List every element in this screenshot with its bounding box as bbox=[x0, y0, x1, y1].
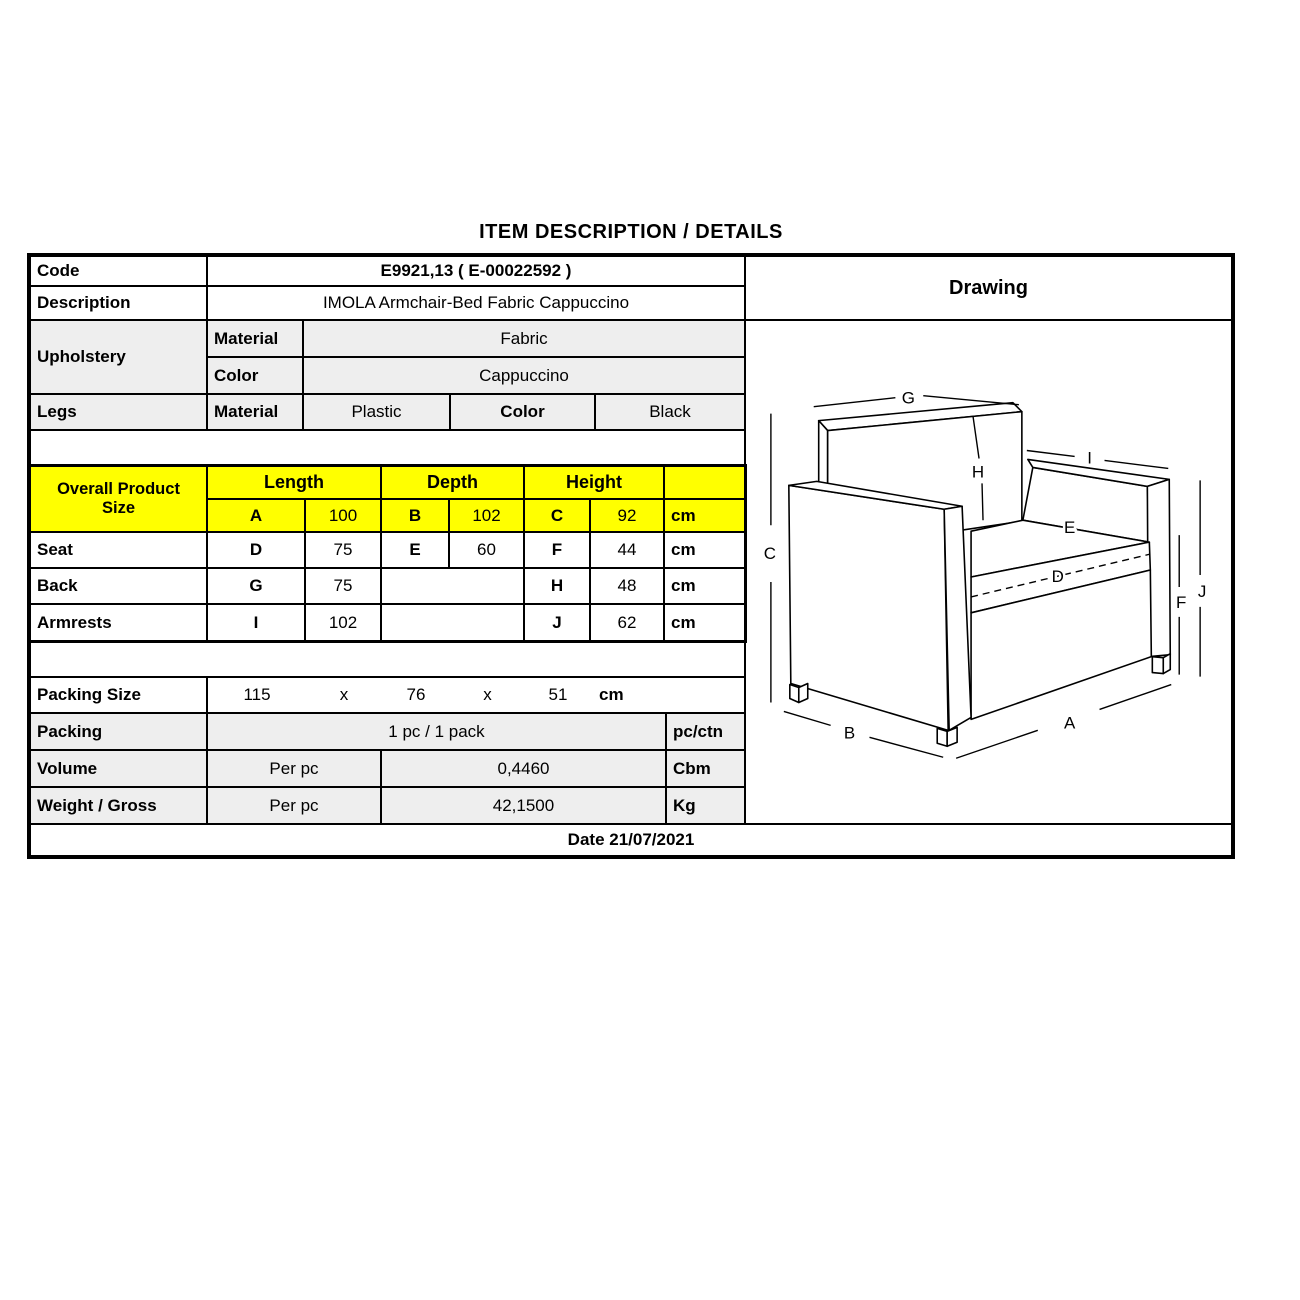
overall-height-key: C bbox=[524, 499, 590, 532]
dimension-label-c: C bbox=[763, 544, 777, 564]
overall-unit: cm bbox=[664, 499, 745, 532]
dimension-label-b: B bbox=[843, 723, 856, 743]
dimension-label-e: E bbox=[1064, 518, 1076, 538]
rear-left-leg-side bbox=[799, 684, 808, 703]
back-height-key: H bbox=[524, 568, 590, 604]
armrests-depth-empty bbox=[381, 604, 524, 641]
packing-size-sep1: x bbox=[339, 685, 349, 704]
legs-label: Legs bbox=[30, 394, 207, 430]
packing-size-value bbox=[207, 677, 745, 713]
seat-label: Seat bbox=[30, 532, 207, 568]
back-height-value: 48 bbox=[590, 568, 664, 604]
overall-length-value: 100 bbox=[305, 499, 381, 532]
dimension-label-d: D bbox=[1051, 566, 1064, 586]
length-header: Length bbox=[207, 466, 381, 499]
packing-size-dim3: 51 bbox=[548, 685, 568, 704]
volume-per-pc-label: Per pc bbox=[207, 750, 381, 787]
front-left-leg bbox=[937, 728, 947, 746]
armrests-unit: cm bbox=[664, 604, 745, 641]
upholstery-color-label: Color bbox=[207, 357, 303, 394]
upholstery-material-value: Fabric bbox=[303, 320, 745, 357]
seat-length-value: 75 bbox=[305, 532, 381, 568]
drawing-panel-title: Drawing bbox=[745, 256, 1232, 320]
seat-height-value: 44 bbox=[590, 532, 664, 568]
overall-depth-value: 102 bbox=[449, 499, 524, 532]
packing-size-dim1: 115 bbox=[243, 685, 271, 704]
overall-product-size-line1: Overall Product bbox=[57, 480, 180, 499]
legs-material-label: Material bbox=[207, 394, 303, 430]
code-label: Code bbox=[30, 256, 207, 286]
seat-unit: cm bbox=[664, 532, 745, 568]
armrests-length-key: I bbox=[207, 604, 305, 641]
packing-size-label: Packing Size bbox=[30, 677, 207, 713]
height-header: Height bbox=[524, 466, 664, 499]
armrests-label: Armrests bbox=[30, 604, 207, 641]
upholstery-color-value: Cappuccino bbox=[303, 357, 745, 394]
page-title: ITEM DESCRIPTION / DETAILS bbox=[479, 221, 783, 243]
front-right-leg bbox=[1152, 657, 1163, 674]
description-label: Description bbox=[30, 286, 207, 320]
size-header-unit-spacer bbox=[664, 466, 745, 499]
rear-left-leg bbox=[790, 685, 799, 703]
dimension-label-j: J bbox=[1197, 581, 1207, 601]
upholstery-label: Upholstery bbox=[30, 320, 207, 394]
overall-product-size-line2: Size bbox=[101, 499, 136, 517]
front-right-leg-side bbox=[1163, 654, 1170, 674]
weight-gross-label: Weight / Gross bbox=[30, 787, 207, 824]
back-length-value: 75 bbox=[305, 568, 381, 604]
depth-header: Depth bbox=[381, 466, 524, 499]
volume-unit: Cbm bbox=[666, 750, 745, 787]
legs-color-label: Color bbox=[450, 394, 595, 430]
packing-unit: pc/ctn bbox=[666, 713, 745, 750]
volume-value: 0,4460 bbox=[381, 750, 666, 787]
overall-height-value: 92 bbox=[590, 499, 664, 532]
overall-depth-key: B bbox=[381, 499, 449, 532]
volume-label: Volume bbox=[30, 750, 207, 787]
back-length-key: G bbox=[207, 568, 305, 604]
weight-per-pc-label: Per pc bbox=[207, 787, 381, 824]
overall-product-size-label bbox=[30, 466, 207, 532]
armchair-drawing bbox=[746, 321, 1231, 823]
spacer-row-2 bbox=[30, 641, 745, 677]
back-depth-empty bbox=[381, 568, 524, 604]
seat-depth-value: 60 bbox=[449, 532, 524, 568]
code-value: E9921,13 ( E-00022592 ) bbox=[207, 256, 745, 286]
weight-unit: Kg bbox=[666, 787, 745, 824]
seat-height-key: F bbox=[524, 532, 590, 568]
packing-label: Packing bbox=[30, 713, 207, 750]
overall-length-key: A bbox=[207, 499, 305, 532]
left-panel-outer-face bbox=[789, 485, 948, 730]
date-row: Date 21/07/2021 bbox=[30, 824, 1232, 856]
back-unit: cm bbox=[664, 568, 745, 604]
packing-value: 1 pc / 1 pack bbox=[207, 713, 666, 750]
seat-length-key: D bbox=[207, 532, 305, 568]
armrests-length-value: 102 bbox=[305, 604, 381, 641]
armrests-height-value: 62 bbox=[590, 604, 664, 641]
legs-material-value: Plastic bbox=[303, 394, 450, 430]
legs-color-value: Black bbox=[595, 394, 745, 430]
weight-value: 42,1500 bbox=[381, 787, 666, 824]
description-value: IMOLA Armchair-Bed Fabric Cappuccino bbox=[207, 286, 745, 320]
seat-depth-key: E bbox=[381, 532, 449, 568]
dimension-label-a: A bbox=[1064, 713, 1076, 733]
back-label: Back bbox=[30, 568, 207, 604]
upholstery-material-label: Material bbox=[207, 320, 303, 357]
packing-size-unit: cm bbox=[599, 685, 624, 704]
left-panel-front-edge bbox=[944, 506, 971, 730]
dimension-label-g: G bbox=[901, 388, 915, 408]
drawing-panel bbox=[745, 320, 1232, 824]
packing-size-dim2: 76 bbox=[406, 685, 426, 704]
spacer-row-1 bbox=[30, 430, 745, 466]
dimension-label-f: F bbox=[1176, 592, 1187, 612]
dimension-label-h: H bbox=[971, 462, 985, 482]
front-left-leg-side bbox=[947, 727, 957, 746]
armrests-height-key: J bbox=[524, 604, 590, 641]
packing-size-sep2: x bbox=[483, 685, 492, 704]
dimension-label-i: I bbox=[1087, 448, 1092, 468]
